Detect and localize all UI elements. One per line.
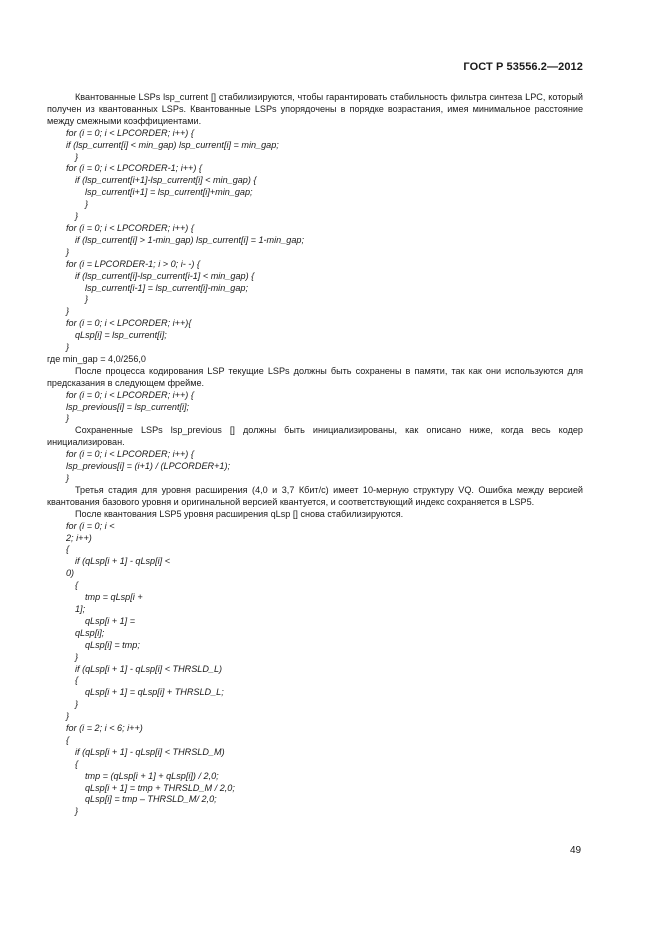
code-line: } [66,306,70,317]
code-line: } [75,699,79,710]
code-line: } [85,199,89,210]
code-line: 1]; [75,603,86,614]
code-line: } [66,246,70,257]
definition-line: где min_gap = 4,0/256,0 [47,353,146,364]
code-line: } [66,342,70,353]
code-line: 0) [66,568,75,579]
page-number: 49 [570,845,582,856]
code-line: } [66,473,70,483]
code-line: lsp_current[i-1] = lsp_current[i]-min_gap; [85,282,249,293]
code-line: } [75,151,79,162]
paragraph: После квантования LSP5 уровня расширения qLsp [] снова стабилизируются. [75,508,404,519]
code-line: { [75,580,79,591]
code-line: tmp = qLsp[i + [85,592,143,603]
code-line: } [75,806,79,817]
code-line: qLsp[i + 1] = qLsp[i] + THRSLD_L; [85,687,224,698]
code-line: } [66,413,70,424]
code-line: if (lsp_current[i] > 1-min_gap) lsp_current[i] = 1-min_gap; [75,234,304,245]
code-line: for (i = 2; i < 6; i++) [66,723,143,734]
code-line: qLsp[i] = tmp; [85,639,140,650]
code-line: 2; i++) [66,532,92,543]
code-line: if (qLsp[i + 1] - qLsp[i] < THRSLD_L) [75,663,223,674]
code-line: for (i = 0; i < LPCORDER; i++) { [66,222,194,233]
document-header: ГОСТ Р 53556.2—2012 [463,61,583,73]
paragraph: Третья стадия для уровня расширения (4,0 и 3,7 Кбит/с) имеет 10-мерную структуру VQ. Ошибка между версией квантования базового уровня и оригинальной версией квантуется, и соответствующий индекс сохраняется в LSP5. [47,484,583,507]
code-line: lsp_previous[i] = (i+1) / (LPCORDER+1); [66,461,230,472]
code-line: } [75,211,79,222]
code-line: lsp_previous[i] = lsp_current[i]; [66,401,190,412]
code-line: tmp = (qLsp[i + 1] + qLsp[i]) / 2,0; [85,770,219,781]
code-line: if (qLsp[i + 1] - qLsp[i] < [75,556,171,567]
code-line: } [75,651,79,662]
code-line: for (i = 0; i < LPCORDER; i++) { [66,389,194,400]
code-line: for (i = 0; i < LPCORDER; i++) { [66,449,194,460]
code-line: qLsp[i]; [75,627,105,638]
code-line: { [66,734,70,745]
code-line: qLsp[i + 1] = tmp + THRSLD_M / 2,0; [85,782,235,793]
code-line: if (lsp_current[i+1]-lsp_current[i] < min_gap) { [75,175,257,186]
code-line: for (i = LPCORDER-1; i > 0; i- -) { [66,258,200,269]
code-line: lsp_current[i+1] = lsp_current[i]+min_gap; [85,187,253,198]
code-line: { [75,758,79,769]
code-line: } [66,711,70,722]
code-line: for (i = 0; i < LPCORDER-1; i++) { [66,163,202,174]
code-line: { [75,675,79,686]
code-line: if (lsp_current[i]-lsp_current[i-1] < min_gap) { [75,270,255,281]
code-line: for (i = 0; i < LPCORDER; i++){ [66,318,192,329]
code-line: { [66,544,70,555]
code-line: qLsp[i] = lsp_current[i]; [75,330,167,341]
document-body [47,92,583,818]
code-line: if (lsp_current[i] < min_gap) lsp_current[i] = min_gap; [66,139,279,150]
paragraph: После процесса кодирования LSP текущие LSPs должны быть сохранены в памяти, так как они используются для предсказания в следующем фрейме. [47,365,583,388]
code-line: if (qLsp[i + 1] - qLsp[i] < THRSLD_M) [75,746,225,757]
code-line: for (i = 0; i < LPCORDER; i++) { [66,127,194,138]
paragraph: Сохраненные LSPs lsp_previous [] должны быть инициализированы, как описано ниже, когда весь кодер инициализирован. [47,425,583,448]
paragraph: Квантованные LSPs lsp_current [] стабилизируются, чтобы гарантировать стабильность фильтра синтеза LPC, который получен из квантованных LSPs. Квантованные LSPs упорядочены в порядке возрастания, имея минимальное расстояние между смежными коэффициентами. [47,92,583,126]
code-line: for (i = 0; i < [66,520,115,531]
code-line: } [85,294,89,305]
code-line: qLsp[i + 1] = [85,615,136,626]
code-line: qLsp[i] = tmp – THRSLD_M/ 2,0; [85,794,217,805]
